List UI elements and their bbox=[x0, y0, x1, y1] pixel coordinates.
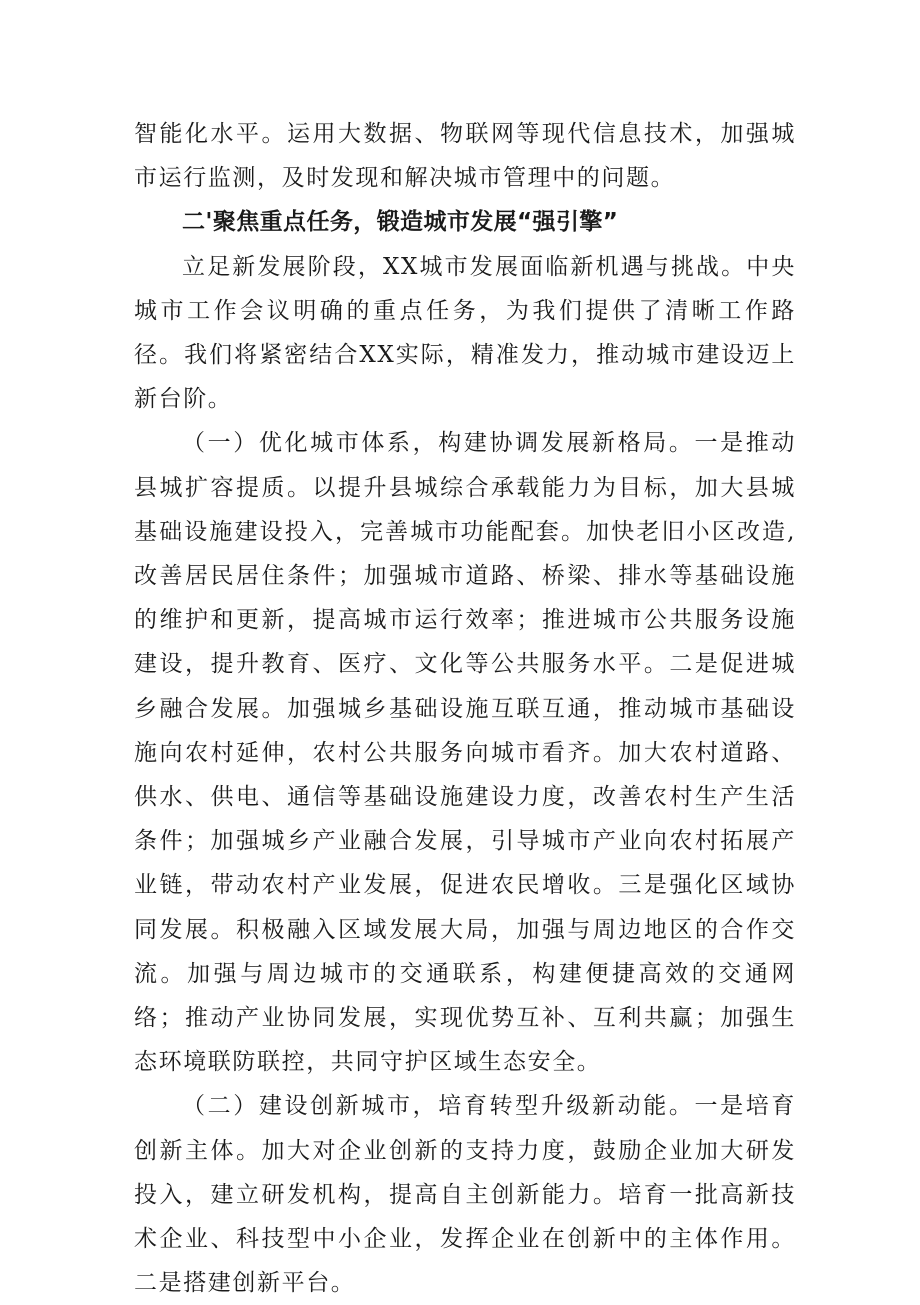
paragraph-item-one: （一）优化城市体系，构建协调发展新格局。一是推动县城扩容提质。以提升县城综合承载能力为目标，加大县城基础设施建设投入，完善城市功能配套。加快老旧小区改造,改善居民居住条件；加强城市道路、桥梁、排水等基础设施的维护和更新，提高城市运行效率；推进城市公共服务设施建设，提升教育、医疗、文化等公共服务水平。二是促进城乡融合发展。加强城乡基础设施互联互通，推动城市基础设施向农村延伸，农村公共服务向城市看齐。加大农村道路、供水、供电、通信等基础设施建设力度，改善农村生产生活条件；加强城乡产业融合发展，引导城市产业向农村拓展产业链，带动农村产业发展，促进农民增收。三是强化区域协同发展。积极融入区域发展大局，加强与周边地区的合作交流。加强与周边城市的交通联系，构建便捷高效的交通网络；推动产业协同发展，实现优势互补、互利共赢；加强生态环境联防联控，共同守护区域生态安全。 bbox=[134, 430, 796, 1076]
paragraph-item-two: （二）建设创新城市，培育转型升级新动能。一是培育创新主体。加大对企业创新的支持力度，鼓励企业加大研发投入，建立研发机构，提高自主创新能力。培育一批高新技术企业、科技型中小企业，发挥企业在创新中的主体作用。二是搭建创新平台。 bbox=[134, 1093, 796, 1297]
section-heading: 二'聚焦重点任务，锻造城市发展“强引擎” bbox=[182, 209, 619, 236]
paragraph-continuation: 智能化水平。运用大数据、物联网等现代信息技术，加强城市运行监测，及时发现和解决城市管理中的问题。 bbox=[134, 121, 796, 192]
document-body bbox=[134, 112, 796, 1305]
paragraph-intro: 立足新发展阶段，XX城市发展面临新机遇与挑战。中央城市工作会议明确的重点任务，为我们提供了清晰工作路径。我们将紧密结合XX实际，精准发力，推动城市建设迈上新台阶。 bbox=[134, 253, 796, 413]
